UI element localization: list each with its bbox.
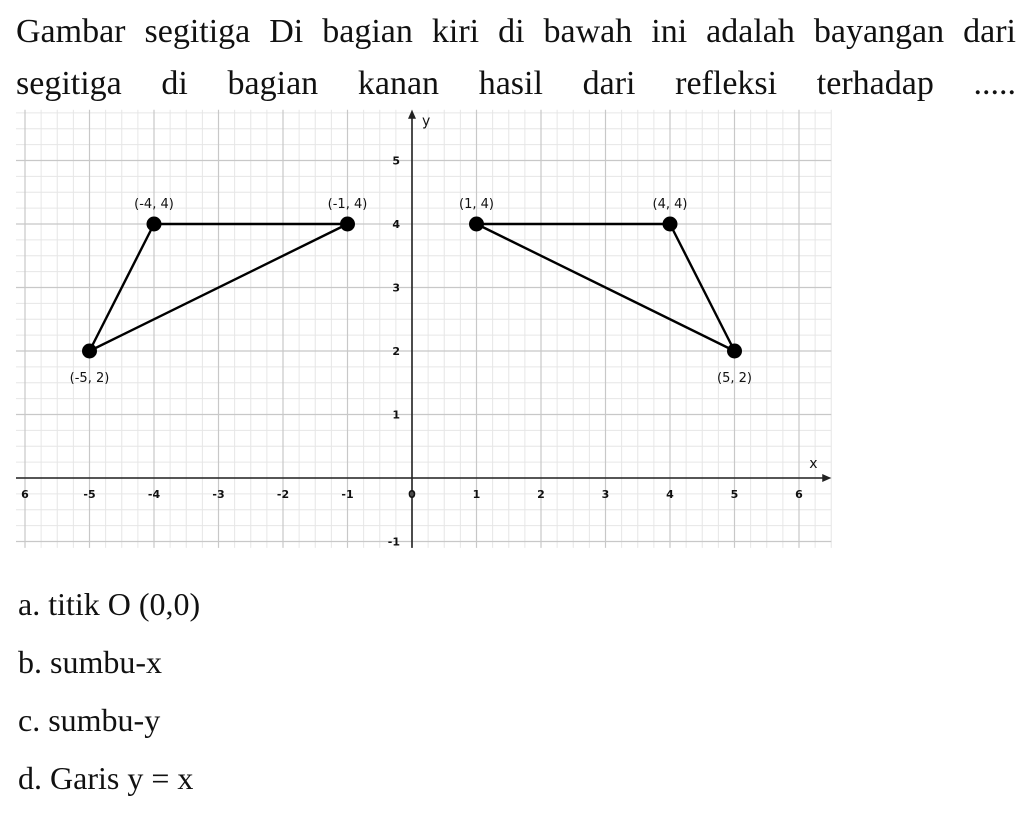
option-b[interactable] — [18, 640, 200, 698]
x-tick-label: 3 — [601, 488, 610, 501]
option-a-letter: a. — [18, 586, 41, 622]
y-tick-label: 3 — [392, 281, 400, 295]
x-axis-label: x — [809, 456, 818, 472]
x-tick-label: -1 — [341, 488, 354, 501]
plane-background — [16, 102, 838, 554]
vertex-point — [340, 217, 355, 232]
option-d-text: Garis y = x — [50, 760, 194, 796]
x-tick-label: 4 — [666, 488, 674, 501]
coordinate-plane-svg — [16, 102, 838, 554]
question-line-2: segitiga di bagian kanan hasil dari refleksi terhadap ..... — [16, 65, 1016, 102]
x-tick-label: -2 — [276, 488, 290, 501]
question-text — [16, 6, 1016, 110]
vertex-point — [727, 344, 742, 359]
y-tick-label: 5 — [392, 154, 400, 168]
vertex-point — [469, 217, 484, 232]
vertex-label: (5, 2) — [717, 371, 752, 386]
option-b-text: sumbu-x — [50, 644, 162, 680]
x-tick-label: 5 — [730, 488, 739, 501]
y-tick-label: 2 — [392, 345, 400, 358]
option-c[interactable] — [18, 698, 200, 756]
question-line-1: Gambar segitiga Di bagian kiri di bawah ini adalah bayangan dari — [16, 13, 1016, 50]
x-tick-label: -4 — [147, 488, 161, 501]
x-tick-label: 0 — [408, 488, 416, 501]
vertex-label: (-1, 4) — [327, 197, 368, 212]
coordinate-plane-figure — [16, 102, 838, 554]
option-b-letter: b. — [18, 644, 42, 680]
x-tick-label: -3 — [212, 488, 225, 501]
option-a[interactable] — [18, 582, 200, 640]
vertex-point — [663, 217, 678, 232]
option-c-letter: c. — [18, 702, 41, 738]
option-a-text: titik O (0,0) — [48, 586, 201, 622]
x-tick-label: 2 — [537, 488, 545, 501]
vertex-point — [147, 217, 162, 232]
vertex-label: (1, 4) — [459, 197, 494, 212]
option-d[interactable] — [18, 756, 200, 814]
option-c-text: sumbu-y — [48, 702, 161, 738]
x-tick-label: 6 — [21, 488, 29, 501]
y-tick-label: 1 — [392, 408, 400, 422]
vertex-label: (4, 4) — [652, 197, 688, 212]
vertex-label: (-5, 2) — [69, 371, 110, 386]
option-d-letter: d. — [18, 760, 42, 796]
x-tick-label: -5 — [83, 488, 96, 501]
vertex-point — [82, 344, 97, 359]
vertex-label: (-4, 4) — [134, 197, 174, 212]
answer-options — [18, 582, 200, 814]
x-tick-label: 1 — [472, 488, 481, 501]
x-tick-label: 6 — [795, 488, 803, 501]
y-tick-label: 4 — [392, 218, 400, 231]
y-tick-label: -1 — [387, 535, 400, 549]
y-axis-label: y — [422, 113, 431, 130]
